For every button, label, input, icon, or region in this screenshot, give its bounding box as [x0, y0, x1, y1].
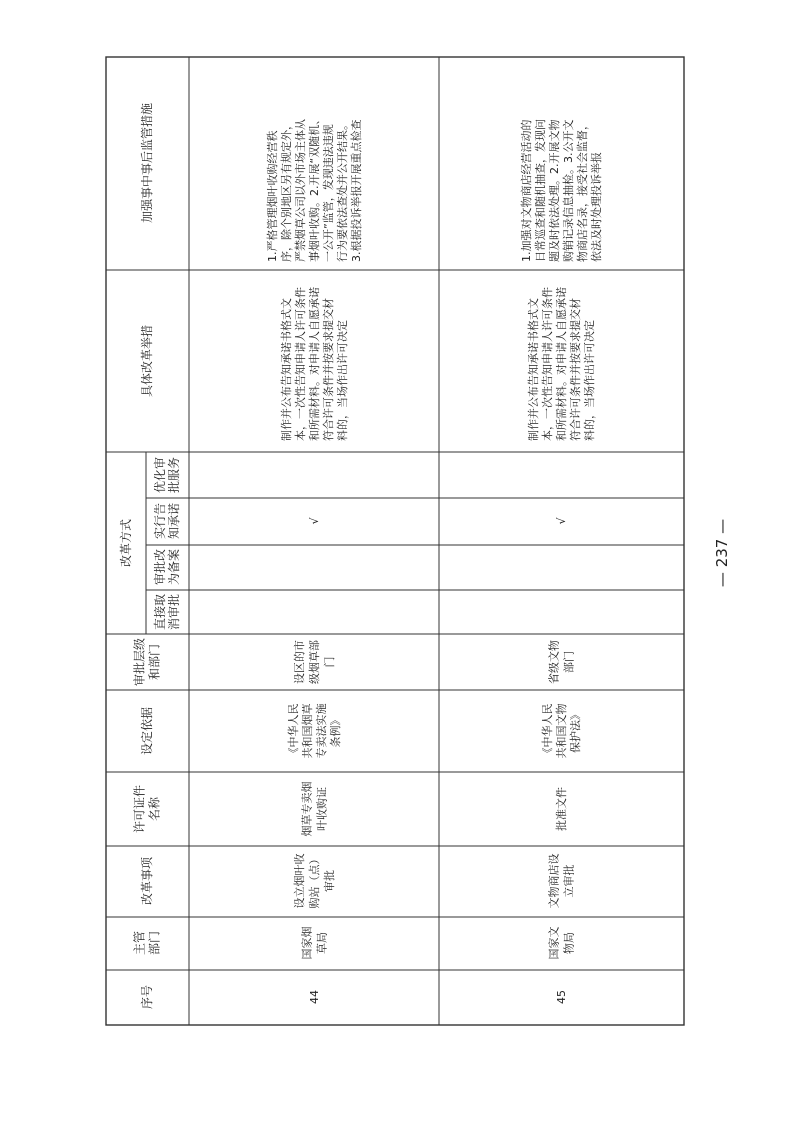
header-reform-sub [152, 457, 181, 493]
text-line: 加强事中事后监管措施 [140, 102, 154, 224]
header-measures [139, 325, 154, 397]
text-line: 审批改 [153, 548, 167, 586]
cell-license [300, 782, 329, 837]
cell-license [554, 787, 568, 831]
page-number: — 237 — [713, 518, 731, 588]
text-line: √ [555, 517, 568, 525]
text-line: 条例》 [329, 714, 342, 748]
cell-level [547, 640, 576, 684]
cell-check [555, 517, 568, 525]
text-line: √ [308, 517, 321, 525]
cell-measures [279, 287, 349, 441]
cell-dept [300, 927, 329, 960]
text-line: 主管 [132, 930, 147, 956]
cell-measures [526, 287, 596, 441]
cell-dept [547, 927, 576, 960]
text-line: 部门 [147, 930, 162, 956]
text-line: 《中华人民 [541, 703, 554, 759]
text-line: 叶收购证 [315, 787, 329, 831]
cell-check [308, 517, 321, 525]
cell-supervision [519, 119, 603, 262]
text-line: 符合许可条件并按要求提交材 [322, 298, 335, 441]
text-line: 专卖法实施 [315, 703, 328, 759]
text-line: 依法及时处理投诉举报 [590, 152, 603, 262]
text-line: 44 [308, 990, 321, 1004]
header-reform-sub [152, 503, 181, 539]
cell-item [547, 854, 576, 909]
header-reform-sub [152, 594, 181, 630]
header-item [139, 856, 154, 905]
text-line: 题及时依法处理。2.开展文物 [548, 119, 561, 262]
text-line: 具体改革举措 [140, 324, 154, 398]
header-reform [118, 519, 133, 567]
text-line: 一公开”监管，发现违法违规 [322, 124, 335, 262]
text-line: 和部门 [147, 643, 162, 681]
text-line: 制作并公布告知承诺书格式文 [280, 298, 293, 441]
text-line: 共和国烟草 [301, 703, 314, 759]
text-line: 和所需材料。对申请人自愿承诺 [555, 287, 568, 441]
header-seq [139, 985, 154, 1009]
cell-basis [540, 704, 582, 759]
text-line: 日常巡查和随机抽查，发现问 [534, 119, 547, 262]
text-line: 和所需材料。对申请人自愿承诺 [308, 287, 321, 441]
text-line: 行为要依法查处并公开结果。 [336, 119, 349, 262]
text-line: 1.严格管理烟叶收购经营秩 [266, 130, 279, 262]
text-line: 设立烟叶收 [293, 853, 306, 909]
text-line: 批服务 [167, 456, 181, 494]
text-line: 物商店名录，接受社会监督， [576, 119, 589, 262]
header-dept [133, 931, 162, 955]
header-license [132, 785, 162, 833]
text-line: 审批 [323, 870, 336, 892]
cell-supervision [265, 114, 363, 262]
text-line: 3.根据投诉举报开展重点检查 [350, 119, 363, 262]
text-line: 国家文 [547, 926, 561, 960]
header-reform-sub [152, 549, 181, 585]
text-line: 料的，当场作出许可决定 [336, 320, 349, 441]
text-line: 制作并公布告知承诺书格式文 [527, 298, 540, 441]
text-line: 设定依据 [140, 706, 154, 756]
cell-basis [286, 704, 342, 759]
text-line: 草局 [315, 932, 329, 954]
text-line: 物局 [562, 932, 576, 954]
text-line: 文物商店设 [547, 853, 561, 909]
text-line: 烟草专卖烟 [300, 781, 314, 837]
text-line: 门 [323, 656, 336, 668]
text-line: 省级文物 [547, 640, 561, 684]
text-line: 序号 [140, 984, 154, 1010]
text-line: 名称 [147, 796, 162, 822]
text-line: 改革事项 [140, 856, 154, 906]
text-line: 设区的市 [293, 640, 306, 684]
text-line: 《中华人民 [287, 703, 300, 759]
text-line: 料的，当场作出许可决定 [583, 320, 596, 441]
text-line: 45 [555, 990, 568, 1004]
text-line: 国家烟 [300, 926, 314, 960]
text-line: 严禁烟草公司以外市场主体从 [294, 119, 307, 262]
text-line: 本，一次性告知申请人许可条件 [541, 287, 554, 441]
text-line: 许可证件 [132, 784, 147, 834]
text-line: 立审批 [562, 864, 576, 898]
text-line: 知承诺 [167, 502, 181, 540]
text-line: 购站（点） [308, 853, 321, 909]
text-line: 部门 [562, 651, 576, 673]
text-line: 级烟草部 [308, 640, 321, 684]
cell-item [292, 854, 336, 909]
text-line: 购销记录信息抽检。3.公开文 [562, 119, 575, 262]
text-line: 符合许可条件并按要求提交材 [569, 298, 582, 441]
cell-level [293, 640, 336, 684]
text-line: 消审批 [167, 593, 181, 631]
text-line: 审批层级 [132, 637, 147, 687]
text-line: 本，一次性告知申请人许可条件 [294, 287, 307, 441]
header-level [132, 638, 162, 686]
text-line: 为备案 [167, 548, 181, 586]
text-line: 事烟叶收购。2.开展“双随机、 [308, 113, 321, 262]
cell-seq [555, 990, 568, 1004]
text-line: 共和国文物 [555, 703, 568, 759]
text-line: 批准文件 [555, 787, 568, 831]
text-line: 保护法》 [569, 709, 582, 753]
text-line: 实行告 [153, 502, 167, 540]
header-supervision [139, 103, 154, 223]
text-line: 优化审 [153, 456, 167, 494]
text-line: 直接取 [153, 593, 167, 631]
text-line: 1.加强对文物商店经营活动的 [520, 119, 533, 262]
text-line: 序，除个别地区另有规定外， [280, 119, 293, 262]
cell-seq [308, 990, 321, 1004]
header-basis [139, 707, 154, 755]
text-line: 改革方式 [119, 518, 133, 568]
